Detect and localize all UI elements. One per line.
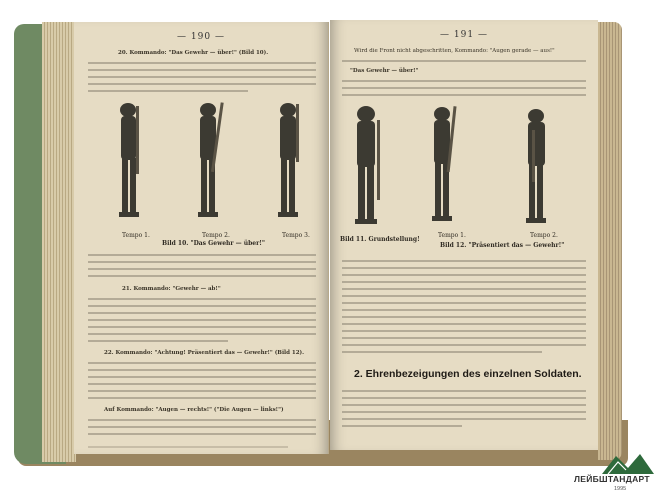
page-stack-right bbox=[598, 22, 622, 460]
caption-bild-12-tempo-1: Tempo 1. bbox=[438, 232, 466, 239]
page-stack-left bbox=[42, 22, 76, 462]
soldier-figure-tempo-1 bbox=[119, 103, 139, 217]
lower-command-line: Auf Kommando: "Augen — rechts!" ("Die Augen — links!") bbox=[104, 407, 284, 413]
right-page bbox=[330, 20, 598, 450]
caption-bild-11: Bild 11. Grundstellung! bbox=[340, 236, 420, 243]
soldier-figure-grundstellung bbox=[355, 106, 380, 224]
left-page bbox=[74, 22, 329, 454]
figure-title-bild-10: Bild 10. "Das Gewehr — über!" bbox=[162, 240, 266, 247]
soldier-figures-left bbox=[96, 96, 316, 230]
brand-year: 1995 bbox=[614, 486, 627, 492]
right-command-line: "Das Gewehr — über!" bbox=[350, 68, 419, 74]
right-page-number: — 191 — bbox=[440, 30, 488, 40]
left-page-number: — 190 — bbox=[177, 32, 225, 42]
section-heading-ehrenbezeigungen: 2. Ehrenbezeigungen des einzelnen Soldaten. bbox=[354, 368, 582, 380]
section-21-heading: 21. Kommando: "Gewehr — ab!" bbox=[122, 286, 221, 292]
brand-name: ЛЕЙБШТАНДАРТ bbox=[574, 474, 650, 484]
soldier-figure-tempo-3 bbox=[278, 103, 299, 217]
section-22-heading: 22. Kommando: "Achtung! Präsentiert das — Gewehr!" (Bild 12). bbox=[104, 350, 305, 356]
soldier-figure-bild-12-tempo-1 bbox=[432, 106, 457, 221]
caption-tempo-1: Tempo 1. bbox=[122, 232, 150, 239]
caption-tempo-3: Tempo 3. bbox=[282, 232, 310, 239]
caption-tempo-2: Tempo 2. bbox=[202, 232, 230, 239]
left-opening-line: 20. Kommando: "Das Gewehr — über!" (Bild 10). bbox=[118, 50, 269, 56]
figure-title-bild-12: Bild 12. "Präsentiert das — Gewehr!" bbox=[440, 242, 565, 249]
soldier-figure-bild-12-tempo-2 bbox=[526, 109, 546, 223]
soldier-figure-tempo-2 bbox=[198, 102, 224, 217]
caption-bild-12-tempo-2: Tempo 2. bbox=[530, 232, 558, 239]
right-opening-line: Wird die Front nicht abgeschritten, Kommando: "Augen gerade — aus!" bbox=[354, 48, 555, 54]
soldier-figures-right bbox=[336, 100, 592, 234]
